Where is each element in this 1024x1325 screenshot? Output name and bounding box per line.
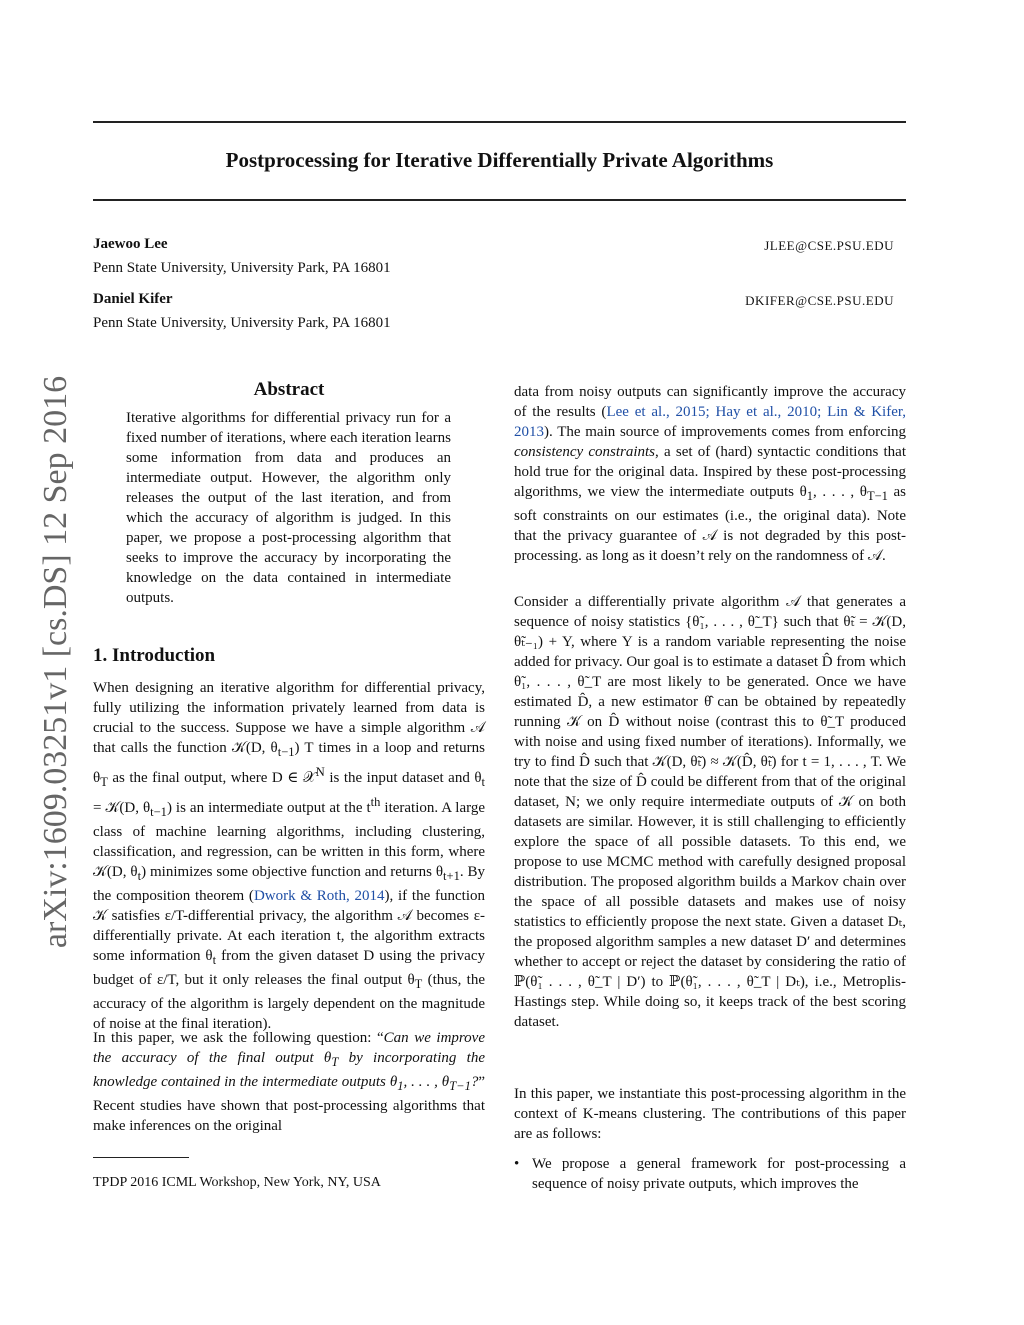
abstract-text: Iterative algorithms for differential privacy run for a fixed number of iterations, where each iteration learns some information from data and produces an intermediate output. However, the algorithm only releases the output of the last iteration, and from which the accuracy of algorithm is judged. In this paper, we propose a post-processing algorithm that seeks to improve the accuracy by incorporating the knowledge on the data contained in intermediate outputs.	[126, 410, 451, 606]
right-paragraph-3: In this paper, we instantiate this post-processing algorithm in the context of K-means clustering. The contributions of this paper are as follows:	[514, 1086, 906, 1142]
citation-link[interactable]: Dwork & Roth, 2014	[253, 888, 385, 904]
author-email-2[interactable]: DKIFER@CSE.PSU.EDU	[745, 293, 894, 308]
arxiv-identifier: arXiv:1609.03251v1 [cs.DS] 12 Sep 2016	[37, 375, 74, 949]
bullet-icon: •	[514, 1156, 520, 1172]
title-bottom-rule	[93, 199, 906, 201]
right-paragraph-1: data from noisy outputs can significantly improve the accuracy of the results (Lee et al., 2015; Hay et al., 2010; Lin & Kifer, 2013). The main source of improvements comes from enforcing consistency constraints, a set of (hard) syntactic conditions that hold true for the original data. Inspired by these post-processing algorithms, we view the intermediate outputs $\theta_1$, . . . , $\theta_{T-1}$ as soft constraints on our estimates (i.e., the original data). Note that the privacy guarantee of 𝒜 is not degraded by this post-processing. as long as it doesn’t rely on the randomness of 𝒜.	[514, 384, 906, 564]
contribution-text: We propose a general framework for post-processing a sequence of noisy private outputs, which improves the	[532, 1156, 906, 1192]
abstract-heading: Abstract	[253, 379, 325, 400]
intro-paragraph-1: When designing an iterative algorithm for differential privacy, fully utilizing the information privately learned from data is crucial to the success. Suppose we have a simple algorithm 𝒜 that calls the function 𝒦(D, $\theta_{t-1}$) T times in a loop and returns $\theta_T$ as the final output, where D ∈ 𝒳$^N$ is the input dataset and $\theta_t$ = 𝒦(D, $\theta_{t-1}$) is an intermediate output at the $t^{th}$ iteration. A large class of machine learning algorithms, including clustering, classification, and regression, can be written in this form, where 𝒦(D, $\theta_t$) minimizes some objective function and returns $\theta_{t+1}$. By the composition theorem (Dwork & Roth, 2014), if the function 𝒦 satisfies ε/T-differential privacy, the algorithm 𝒜 becomes ε-differentially private. At each iteration t, the algorithm extracts some information $\theta_t$ from the given dataset D using the privacy budget of ε/T, but it only releases the final output $\theta_T$ (thus, the accuracy of the algorithm is largely dependent on the magnitude of noise at the final iteration).	[93, 680, 486, 1032]
section-heading-introduction: 1. Introduction	[93, 645, 216, 666]
right-paragraph-2: Consider a differentially private algorithm 𝒜 that generates a sequence of noisy statistics {θ̃₁, . . . , θ̃_T} such that θ̃ₜ = 𝒦(D, θ̃ₜ₋₁) + Y, where Y is a random variable representing the noise added for privacy. Our goal is to estimate a dataset D̂ from which θ̃₁, . . . , θ̃_T are most likely to be generated. Once we have estimated D̂, a new estimator θ̂ can be obtained by repeatedly running 𝒦 on D̂ without noise (contrast this to θ̃_T produced with noise and using fixed number of iterations). Informally, we try to find D̂ such that 𝒦(D, θ̃ₜ) ≈ 𝒦(D̂, θ̃ₜ) for t = 1, . . . , T. We note that the size of D̂ could be different from that of the original dataset, N; we only require intermediate outputs of 𝒦 on both datasets are similar. However, it is still challenging to efficiently explore the space of all possible datasets. To this end, we propose to use MCMC method with carefully designed proposal distribution. The proposed algorithm builds a Markov chain over the space of all possible datasets and makes use of noisy statistics to efficiently propose the next state. Given a dataset Dₜ, the proposed algorithm samples a new dataset D′ and determines whether to accept or reject the dataset by considering the ratio of ℙ(θ̃₁ . . . , θ̃_T | D′) to ℙ(θ̃₁, . . . , θ̃_T | Dₜ), i.e., Metroplis-Hastings step. While doing so, it keeps track of the best scoring dataset.	[514, 594, 906, 1030]
paper-title: Postprocessing for Iterative Differentially Private Algorithms	[225, 148, 774, 172]
author-email-1[interactable]: JLEE@CSE.PSU.EDU	[764, 238, 894, 253]
author-name-2: Daniel Kifer	[93, 291, 173, 307]
footnote: TPDP 2016 ICML Workshop, New York, NY, USA	[93, 1175, 381, 1190]
footnote-rule	[93, 1157, 189, 1158]
top-rule	[93, 121, 906, 123]
intro-paragraph-2: In this paper, we ask the following question: “Can we improve the accuracy of the final output $\theta_T$ by incorporating the knowledge contained in the intermediate outputs $\theta_1$, . . . , $\theta_{T-1}$?” Recent studies have shown that post-processing algorithms that make inferences on the original	[93, 1030, 485, 1134]
author-affiliation-1: Penn State University, University Park, PA 16801	[93, 260, 391, 276]
citation-link[interactable]: Lee et al., 2015; Hay et al., 2010; Lin & Kifer, 2013	[514, 404, 906, 440]
author-affiliation-2: Penn State University, University Park, PA 16801	[93, 315, 391, 331]
author-name-1: Jaewoo Lee	[93, 236, 168, 252]
